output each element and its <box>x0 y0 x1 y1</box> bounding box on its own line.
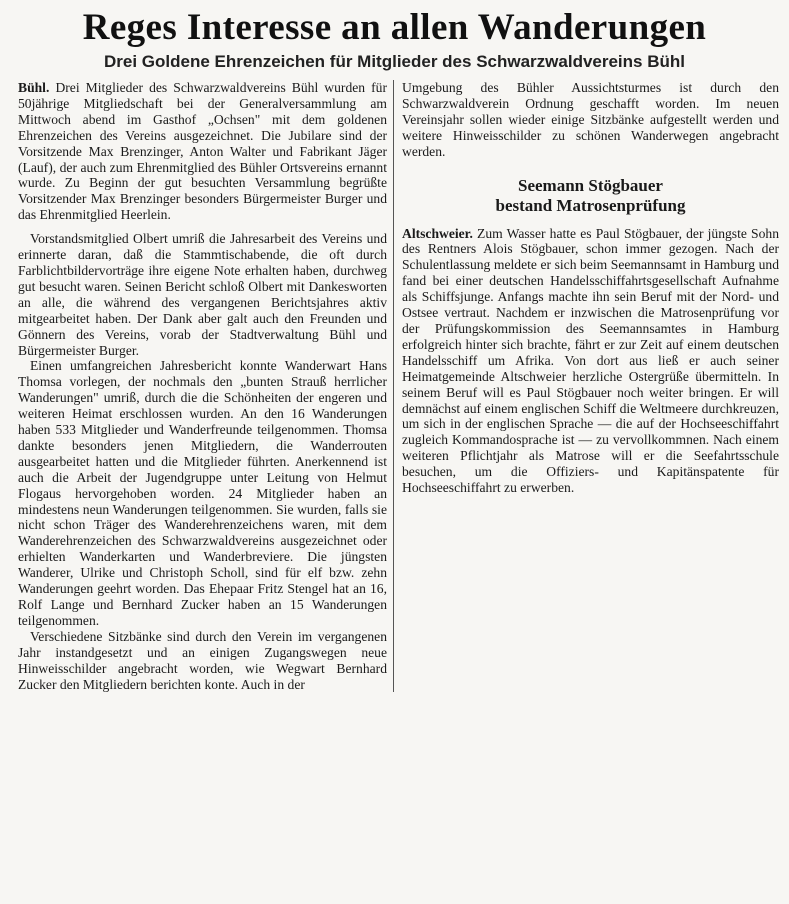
second-article-headline-line2: bestand Matrosenprüfung <box>495 195 686 215</box>
second-article-headline <box>402 176 779 216</box>
article-columns <box>18 80 780 692</box>
paragraph-intro <box>18 80 387 223</box>
right-column <box>394 80 779 692</box>
paragraph-continued: Umgebung des Bühler Aussichtsturmes ist durch den Schwarzwaldverein Ordnung geschafft worden. Im neuen Vereinsjahr sollen wieder einige Sitzbänke aufgestellt werden und weitere Hinweisschilder zu schönen Wanderwegen angebracht werden. <box>402 80 779 159</box>
article-headline: Reges Interesse an allen Wanderungen <box>82 7 707 48</box>
paragraph-thomsa: Einen umfangreichen Jahresbericht konnte Wanderwart Hans Thomsa vorlegen, der nochmals den „bunten Strauß herrlicher Wanderungen" umriß, durch die die Schönheiten der engeren und weiteren Heimat erschlossen wurden. An den 16 Wanderungen haben 533 Mitglieder und Wanderfreunde teilgenommen. Thomsa dankte besonders jenen Mitgliedern, die Wanderrouten ausgearbeitet hatten und die Mitglieder führten. Anerkennend ist auch die Arbeit der Jugendgruppe unter Leitung von Helmut Flogaus hervorgehoben worden. 24 Mitglieder haben an mindestens neun Wanderungen teilgenommen. Sie wurden, falls sie nicht schon Träger des Wanderehrenzeichens waren, mit dem Wanderehrenzeichen des Schwarzwaldvereins ausgezeichnet oder erhielten Wanderkarten und Wanderbreviere. Die jüngsten Wanderer, Ulrike und Christoph Scholl, sind für elf bzw. zehn Wanderungen geehrt worden. Das Ehepaar Fritz Stengel hat an 16, Rolf Lange und Bernhard Zucker haben an 15 Wanderungen teilgenommen. <box>18 358 387 628</box>
dateline-buehl: Bühl. <box>18 80 50 95</box>
paragraph-sitzbaenke: Verschiedene Sitzbänke sind durch den Verein im vergangenen Jahr instandgesetzt und an einigen Zugangswegen neue Hinweisschilder angebracht worden, wie Wegwart Bernhard Zucker den Mitgliedern berichten konte. Auch in der <box>18 628 387 692</box>
dateline-altschweier: Altschweier. <box>402 225 473 241</box>
article-subheadline: Drei Goldene Ehrenzeichen für Mitglieder des Schwarzwaldvereins Bühl <box>104 52 685 71</box>
second-article-text: Zum Wasser hatte es Paul Stögbauer, der jüngste Sohn des Rentners Alois Stögbauer, schon immer gezogen. Nach der Schulentlassung meldete er sich beim Seemannsamt in Hamburg und fand bei einer deutschen Handelsschiffahrtsgesellschaft Aufnahme als Schiffsjunge. Anfangs machte ihn sein Beruf mit der Nord- und Ostsee vertraut. Nachdem er inzwischen die Matrosenprüfung vor der Prüfungskommission des Seemannsamtes in Hamburg erfolgreich hinter sich brachte, fährt er zur Zeit auf einem deutschen Handelsschiff um Afrika. Von dort aus ließ er auch seiner Heimatgemeinde Altschweier herzliche Ostergrüße übermitteln. In seinem Beruf will es Paul Stögbauer noch weiter bringen. Er will demnächst auf einem englischen Schiff die Weltmeere durchkreuzen, um sich in der englischen Sprache — die auf der Hochseeschiffahrt zugleich Kommandosprache ist — zu vervollkommnen. Nach einem weiteren Pflichtjahr als Matrose will er die Seefahrtsschule besuchen, um die Offiziers- und Kapitänspatente für Hochseeschiffahrt zu erwerben. <box>402 225 779 496</box>
paragraph-olbert: Vorstandsmitglied Olbert umriß die Jahresarbeit des Vereins und erinnerte daran, daß die Stammtischabende, die oft durch Farblichtbildervorträge ihre eigene Note erhalten haben, durchweg gut besucht waren. Seinen Bericht schloß Olbert mit Dankesworten an alle, die während des vergangenen Berichtsjahres aktiv mitgearbeitet haben. Der Dank aber galt auch den Freunden und Gönnern des Vereins, vorab der Stadtverwaltung Bühl und Bürgermeister Burger. <box>18 231 387 358</box>
second-article-paragraph <box>402 226 779 496</box>
second-article-headline-line1: Seemann Stögbauer <box>518 175 663 195</box>
paragraph-intro-text: Drei Mitglieder des Schwarzwaldvereins Bühl wurden für 50jährige Mitgliedschaft bei der Generalversammlung am Mittwoch abend im Gasthof „Ochsen" mit dem goldenen Ehrenzeichen des Vereins ausgezeichnet. Die Jubilare sind der Vorsitzende Max Brenzinger, Anton Walter und Fabrikant Jäger (Lauf), der auch zum Ehrenmitglied des Bühler Ortsvereins ernannt wurde. Zu Beginn der gut besuchten Versammlung begrüßte Vorsitzender Max Brenzinger besonders Bürgermeister Burger und das Ehrenmitglied Heerlein. <box>18 80 387 223</box>
left-column <box>18 80 394 692</box>
